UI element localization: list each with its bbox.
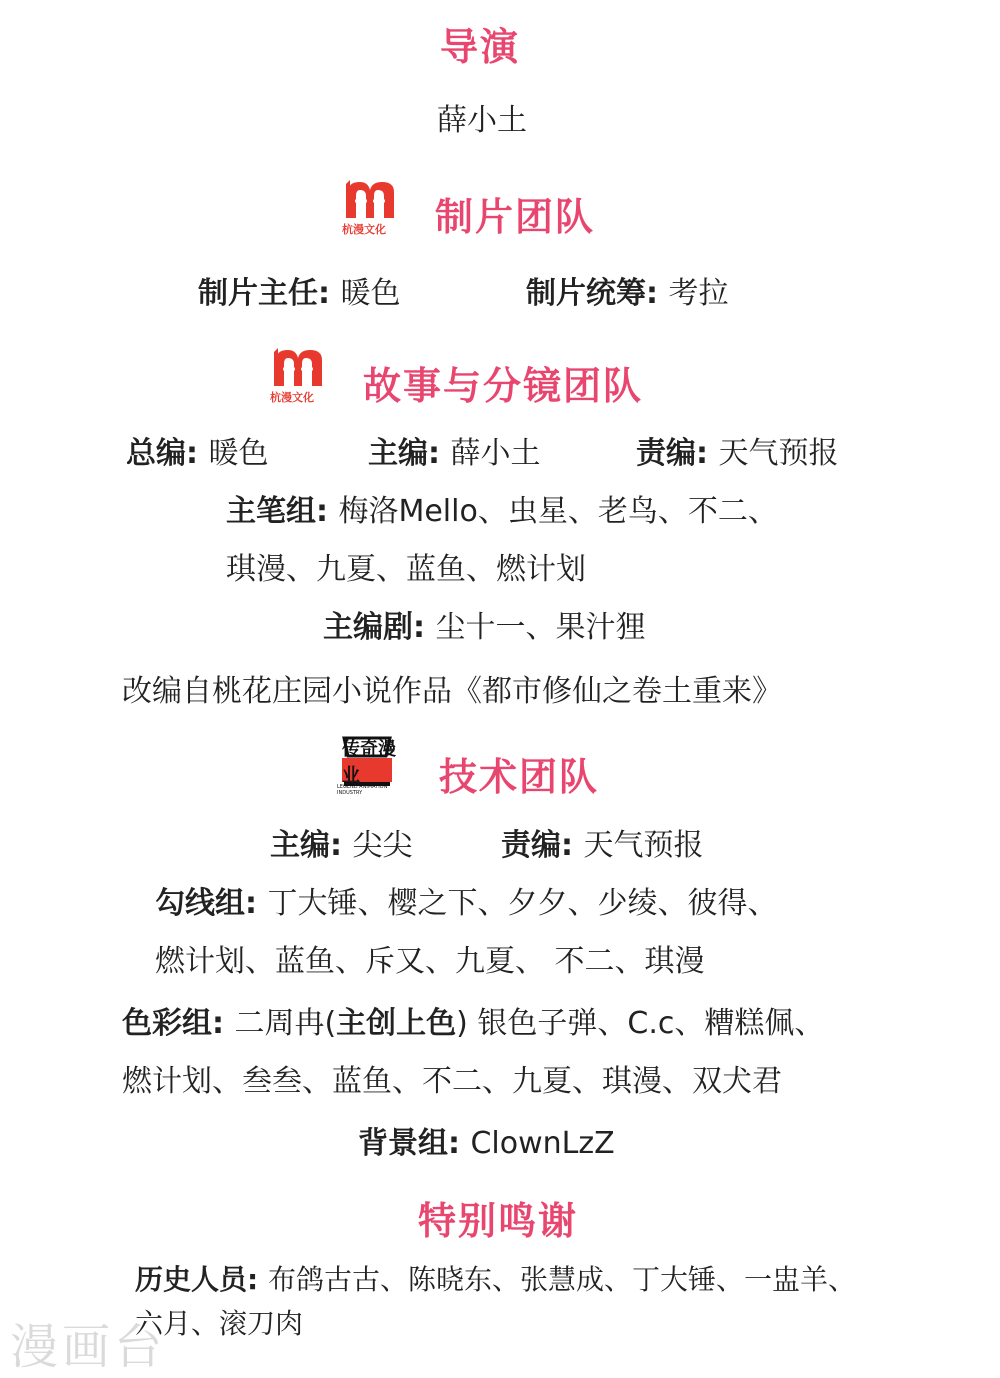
production-manager <box>198 268 400 312</box>
role-label: 背景组: <box>358 1126 471 1161</box>
names: 尘十一、果汁狸 <box>435 610 646 645</box>
watermark: 漫画台 <box>10 1319 167 1375</box>
person-name: 薛小土 <box>450 436 541 471</box>
person-name: 尖尖 <box>352 828 413 863</box>
tech-heading: 技术团队 <box>439 755 600 799</box>
role-label: 主编剧: <box>323 610 436 645</box>
person-name: 天气预报 <box>718 436 839 471</box>
role-label: 总编: <box>126 436 209 471</box>
person-name: 暖色 <box>208 436 269 471</box>
editor <box>368 428 540 472</box>
production-coordinator <box>526 268 728 312</box>
chief-editor <box>126 428 268 472</box>
role-label: 主编: <box>368 436 451 471</box>
names: 二周冉( <box>234 1006 337 1041</box>
lineart-group-line2: 燃计划、蓝鱼、斥又、九夏、 不二、琪漫 <box>155 944 705 979</box>
names: 梅洛Mello、虫星、老鸟、不二、 <box>338 494 778 529</box>
role-label: 主笔组: <box>226 494 339 529</box>
tech-editor <box>270 820 412 864</box>
history-staff-line2: 六月、滚刀肉 <box>135 1307 304 1340</box>
role-label: 色彩组: <box>122 1006 235 1041</box>
role-label: 责编: <box>636 436 719 471</box>
pen-group-line2: 琪漫、九夏、蓝鱼、燃计划 <box>226 552 586 587</box>
role-label: 制片统筹: <box>526 276 669 311</box>
director-heading: 导演 <box>440 25 521 69</box>
lead-color-label: 主创上色 <box>336 1006 457 1041</box>
role-label: 历史人员: <box>135 1263 268 1296</box>
names: ClownLzZ <box>470 1126 615 1161</box>
role-label: 主编: <box>270 828 353 863</box>
logo-text: 杭漫文化 <box>342 223 386 236</box>
pen-group-line1 <box>226 486 778 530</box>
role-label: 责编: <box>501 828 584 863</box>
history-staff-line1 <box>135 1258 856 1298</box>
logo-text: 传奇漫业 <box>342 739 396 786</box>
person-name: 天气预报 <box>583 828 704 863</box>
logo-text: 杭漫文化 <box>270 391 314 404</box>
role-label: 勾线组: <box>155 886 268 921</box>
story-heading: 故事与分镜团队 <box>363 364 644 408</box>
tech-responsible-editor <box>501 820 703 864</box>
names: 丁大锤、樱之下、夕夕、少绫、彼得、 <box>267 886 778 921</box>
background-group <box>358 1118 615 1162</box>
logo-subtext: LEGEND ANIMATION INDUSTRY <box>337 784 388 796</box>
lineart-group-line1 <box>155 878 777 922</box>
color-group-line1 <box>122 998 824 1042</box>
color-group-line2: 燃计划、叁叁、蓝鱼、不二、九夏、琪漫、双犬君 <box>122 1064 782 1099</box>
person-name: 暖色 <box>340 276 401 311</box>
person-name: 考拉 <box>668 276 729 311</box>
responsible-editor <box>636 428 838 472</box>
screenwriters <box>323 602 645 646</box>
hangman-logo <box>268 346 328 404</box>
director-name: 薛小土 <box>437 103 527 138</box>
legend-logo <box>336 732 396 796</box>
adaptation-credit: 改编自桃花庄园小说作品《都市修仙之卷土重来》 <box>122 674 782 709</box>
role-label: 制片主任: <box>198 276 341 311</box>
hangman-logo <box>340 178 400 236</box>
production-heading: 制片团队 <box>435 195 596 239</box>
names: ) 银色子弹、C.c、糟糕佩、 <box>456 1006 825 1041</box>
names: 布鸽古古、陈晓东、张慧成、丁大锤、一盅羊、 <box>267 1263 856 1296</box>
thanks-heading: 特别鸣谢 <box>418 1199 579 1243</box>
